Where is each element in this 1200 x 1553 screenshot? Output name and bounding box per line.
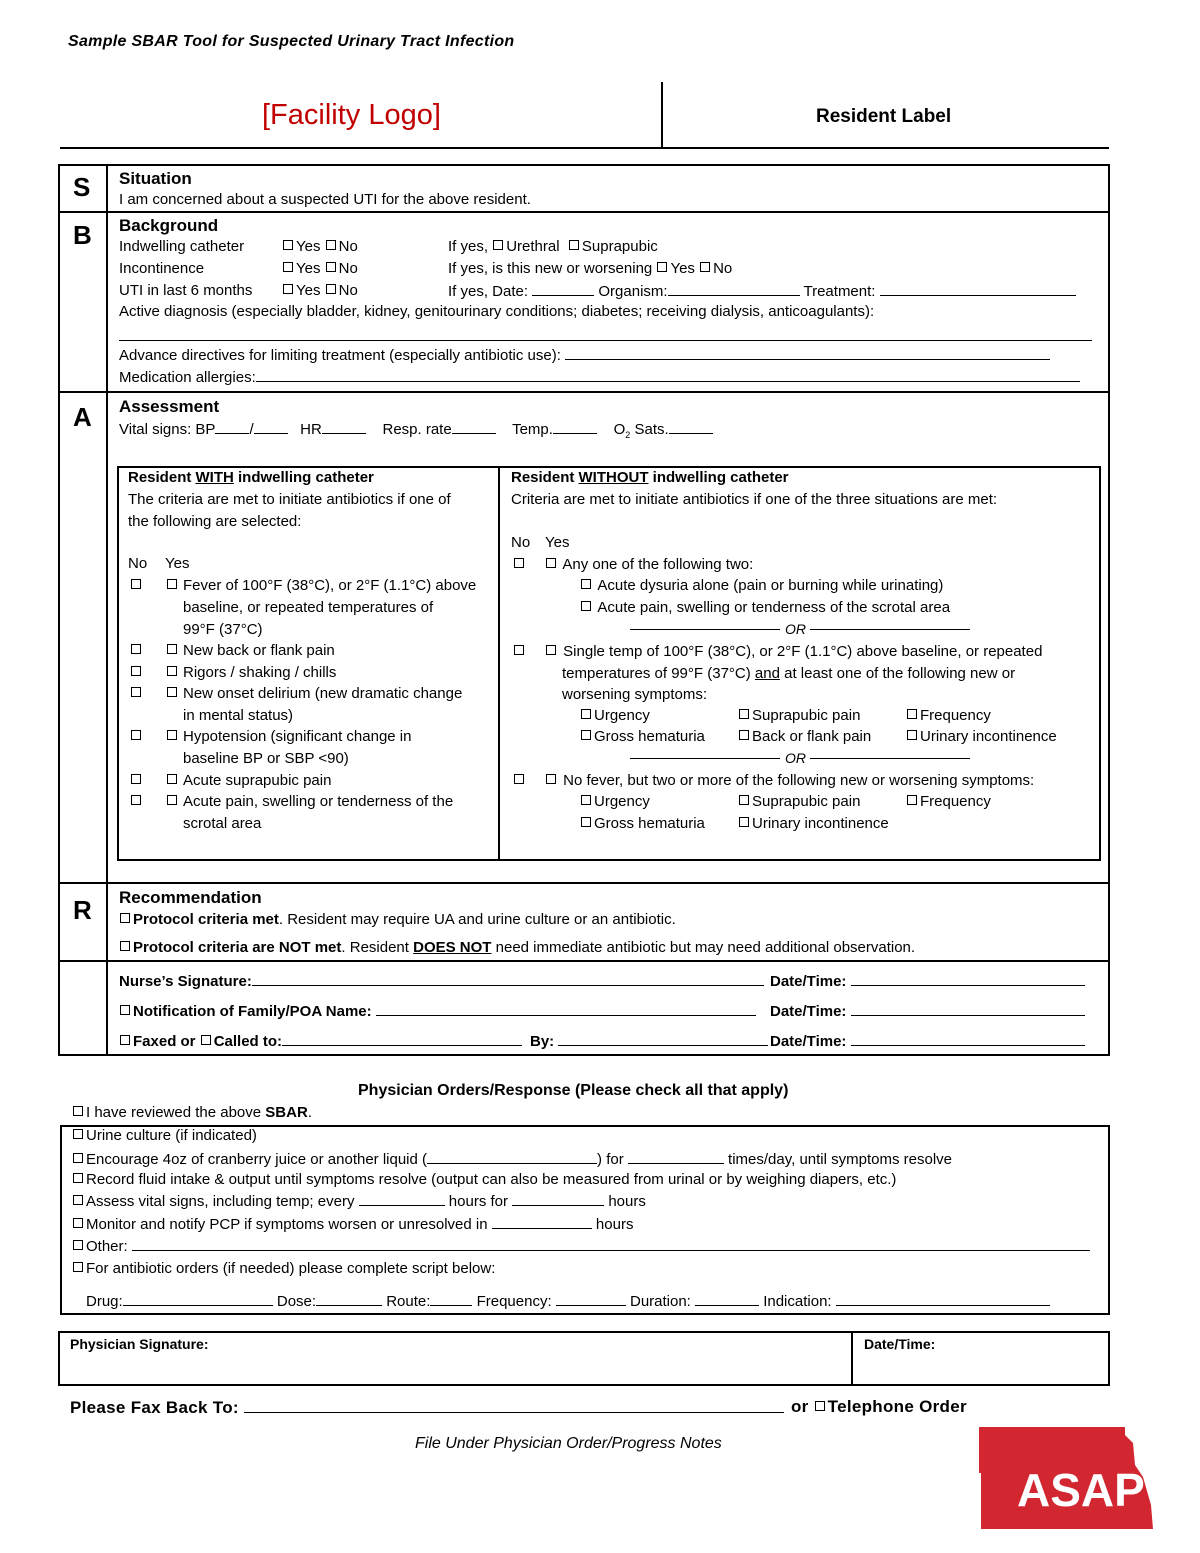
sit1-a[interactable]: Acute dysuria alone (pain or burning while urinating): [580, 577, 943, 594]
checkbox[interactable]: [581, 579, 591, 589]
section-divider-ar: [58, 882, 1110, 884]
notification-datetime[interactable]: Date/Time:: [770, 1002, 1085, 1020]
with-item-text: baseline, or repeated temperatures of: [183, 599, 434, 616]
asap-logo-text: ASAP: [1017, 1464, 1145, 1516]
section-divider-r-sig: [58, 960, 1110, 962]
or-rule-left: [630, 758, 780, 759]
fax-back[interactable]: Please Fax Back To:: [70, 1397, 784, 1418]
checkbox[interactable]: [581, 817, 591, 827]
with-item-text: Fever of 100°F (38°C), or 2°F (1.1°C) above: [183, 577, 477, 594]
physician-signature[interactable]: Physician Signature:: [70, 1336, 209, 1352]
checkbox[interactable]: [131, 774, 141, 784]
incontinence-yes-no[interactable]: Yes No: [282, 260, 358, 277]
physician-signature-box: [58, 1331, 1110, 1386]
checkbox[interactable]: [73, 1153, 83, 1163]
with-item-no-checkbox[interactable]: [130, 642, 144, 659]
or-separator-2: OR: [785, 750, 806, 766]
incontinence-new[interactable]: If yes, is this new or worsening Yes No: [448, 260, 733, 277]
checkbox[interactable]: [581, 730, 591, 740]
checkbox[interactable]: [131, 579, 141, 589]
antibiotic-script[interactable]: Drug: Dose: Route: Frequency: Duration: Indication:: [86, 1292, 1050, 1310]
faxed-by[interactable]: By:: [530, 1032, 768, 1050]
with-item-yes-checkbox[interactable]: [166, 772, 180, 789]
checkbox[interactable]: [167, 774, 177, 784]
checkbox[interactable]: [326, 262, 336, 272]
order-antibiotic[interactable]: For antibiotic orders (if needed) please complete script below:: [72, 1260, 495, 1277]
without-col-yes: Yes: [545, 534, 570, 551]
with-item-no-checkbox[interactable]: [130, 728, 144, 745]
order-other[interactable]: Other:: [72, 1237, 1090, 1255]
faxed-called[interactable]: Faxed or Called to:: [119, 1032, 522, 1050]
reviewed-sbar[interactable]: I have reviewed the above SBAR.: [72, 1104, 312, 1121]
catheter-label: Indwelling catheter: [119, 238, 245, 255]
with-item-no-checkbox[interactable]: [130, 772, 144, 789]
or-rule-right: [810, 758, 970, 759]
telephone-order[interactable]: or Telephone Order: [791, 1397, 967, 1416]
checkbox[interactable]: [283, 284, 293, 294]
physician-orders-title: Physician Orders/Response (Please check all that apply): [358, 1082, 789, 1099]
sit2-no[interactable]: [513, 643, 527, 660]
with-item-text: in mental status): [183, 707, 294, 724]
sym3-frequency[interactable]: Frequency: [906, 793, 991, 810]
criteria-divider: [498, 466, 500, 861]
checkbox[interactable]: [167, 795, 177, 805]
header-divider: [661, 82, 663, 148]
sit1-b[interactable]: Acute pain, swelling or tenderness of the scrotal area: [580, 599, 950, 616]
sit1-no[interactable]: [513, 556, 527, 573]
sym3-gross-hematuria[interactable]: Gross hematuria: [580, 815, 705, 832]
checkbox[interactable]: [120, 1005, 130, 1015]
checkbox[interactable]: [739, 795, 749, 805]
without-col-no: No: [511, 534, 531, 551]
sit1[interactable]: Any one of the following two:: [545, 556, 753, 573]
header-rule: [60, 147, 1109, 149]
faxed-datetime[interactable]: Date/Time:: [770, 1032, 1085, 1050]
advance-directives[interactable]: Advance directives for limiting treatment (especially antibiotic use):: [119, 346, 1050, 364]
with-item-yes-checkbox[interactable]: [166, 577, 180, 594]
checkbox[interactable]: [581, 601, 591, 611]
checkbox[interactable]: [73, 1218, 83, 1228]
catheter-type[interactable]: If yes, Urethral Suprapubic: [448, 238, 658, 255]
checkbox[interactable]: [514, 645, 524, 655]
checkbox[interactable]: [546, 558, 556, 568]
resident-label: Resident Label: [816, 106, 952, 127]
checkbox[interactable]: [907, 730, 917, 740]
checkbox[interactable]: [73, 1129, 83, 1139]
checkbox[interactable]: [739, 709, 749, 719]
checkbox[interactable]: [326, 240, 336, 250]
section-divider-ba: [58, 391, 1110, 393]
checkbox[interactable]: [73, 1106, 83, 1116]
checkbox[interactable]: [739, 730, 749, 740]
checkbox[interactable]: [120, 913, 130, 923]
checkbox[interactable]: [514, 558, 524, 568]
with-item-text: Acute suprapubic pain: [183, 772, 332, 789]
order-monitor-notify[interactable]: Monitor and notify PCP if symptoms worsen or unresolved in hours: [72, 1215, 633, 1233]
checkbox[interactable]: [201, 1035, 211, 1045]
with-catheter-heading: Resident WITH indwelling catheter: [128, 469, 374, 486]
assessment-title: Assessment: [119, 397, 220, 416]
sym-urgency[interactable]: Urgency: [580, 707, 650, 724]
checkbox[interactable]: [546, 645, 556, 655]
with-col-no: No: [128, 555, 148, 572]
checkbox[interactable]: [657, 262, 667, 272]
checkbox[interactable]: [167, 730, 177, 740]
with-item-no-checkbox[interactable]: [130, 664, 144, 681]
checkbox[interactable]: [120, 1035, 130, 1045]
active-diagnosis: Active diagnosis (especially bladder, kidney, genitourinary conditions; diabetes; receiving dialysis, anticoagulants):: [119, 303, 875, 320]
sym3-urinary-incontinence[interactable]: Urinary incontinence: [738, 815, 889, 832]
checkbox[interactable]: [581, 795, 591, 805]
or-rule-right: [810, 629, 970, 630]
checkbox[interactable]: [739, 817, 749, 827]
uti-details[interactable]: If yes, Date: Organism: Treatment:: [448, 282, 1076, 300]
with-item-text: baseline BP or SBP <90): [183, 750, 349, 767]
letter-a: A: [73, 402, 92, 432]
with-item-yes-checkbox[interactable]: [166, 685, 180, 702]
checkbox[interactable]: [167, 579, 177, 589]
vital-signs[interactable]: Vital signs: BP / HR Resp. rate Temp. $O_2$ Sats.: [119, 420, 713, 440]
or-rule-left: [630, 629, 780, 630]
facility-logo-placeholder: [Facility Logo]: [262, 99, 441, 131]
checkbox[interactable]: [120, 941, 130, 951]
sym3-urgency[interactable]: Urgency: [580, 793, 650, 810]
sit2-line-2: temperatures of 99°F (37°C) and at least one of the following new or: [562, 665, 1016, 682]
checkbox[interactable]: [73, 1173, 83, 1183]
order-urine-culture[interactable]: Urine culture (if indicated): [72, 1127, 257, 1144]
checkbox[interactable]: [73, 1195, 83, 1205]
or-separator-1: OR: [785, 621, 806, 637]
with-item-yes-checkbox[interactable]: [166, 728, 180, 745]
physician-datetime[interactable]: Date/Time:: [864, 1336, 936, 1352]
checkbox[interactable]: [326, 284, 336, 294]
recommendation-option-met[interactable]: Protocol criteria met. Resident may require UA and urine culture or an antibiotic.: [119, 911, 676, 928]
checkbox[interactable]: [131, 795, 141, 805]
nurse-datetime[interactable]: Date/Time:: [770, 972, 1085, 990]
letter-r: R: [73, 895, 92, 925]
checkbox[interactable]: [131, 730, 141, 740]
without-intro: Criteria are met to initiate antibiotics if one of the three situations are met:: [511, 491, 998, 508]
sit3[interactable]: No fever, but two or more of the following new or worsening symptoms:: [545, 772, 1034, 789]
with-col-yes: Yes: [165, 555, 190, 572]
checkbox[interactable]: [131, 687, 141, 697]
checkbox[interactable]: [581, 709, 591, 719]
with-intro-2: the following are selected:: [128, 513, 302, 530]
order-fluid-intake[interactable]: Record fluid intake & output until symptoms resolve (output can also be measured from urinal or by weighing diapers, etc.): [72, 1171, 896, 1188]
letter-b: B: [73, 220, 92, 250]
checkbox[interactable]: [569, 240, 579, 250]
checkbox[interactable]: [283, 240, 293, 250]
sym-urinary-incontinence[interactable]: Urinary incontinence: [906, 728, 1057, 745]
file-under: File Under Physician Order/Progress Notes: [415, 1435, 722, 1452]
with-item-no-checkbox[interactable]: [130, 577, 144, 594]
with-item-no-checkbox[interactable]: [130, 685, 144, 702]
with-item-text: 99°F (37°C): [183, 621, 263, 638]
checkbox[interactable]: [700, 262, 710, 272]
sym3-suprapubic[interactable]: Suprapubic pain: [738, 793, 860, 810]
notification-family[interactable]: Notification of Family/POA Name:: [119, 1002, 756, 1020]
with-item-yes-checkbox[interactable]: [166, 664, 180, 681]
checkbox[interactable]: [907, 709, 917, 719]
checkbox[interactable]: [167, 644, 177, 654]
uti-yes-no[interactable]: Yes No: [282, 282, 358, 299]
physician-signature-divider: [851, 1331, 853, 1386]
sym-back-flank[interactable]: Back or flank pain: [738, 728, 871, 745]
with-item-no-checkbox[interactable]: [130, 793, 144, 810]
letter-s: S: [73, 172, 91, 202]
background-title: Background: [119, 216, 219, 235]
checkbox[interactable]: [167, 687, 177, 697]
incontinence-label: Incontinence: [119, 260, 205, 277]
sit3-no[interactable]: [513, 772, 527, 789]
active-diagnosis-line[interactable]: [119, 340, 1092, 341]
checkbox[interactable]: [73, 1240, 83, 1250]
recommendation-option-not-met[interactable]: Protocol criteria are NOT met. Resident DOES NOT need immediate antibiotic but may need additional observation.: [119, 939, 915, 956]
checkbox[interactable]: [131, 666, 141, 676]
with-intro-1: The criteria are met to initiate antibiotics if one of: [128, 491, 451, 508]
checkbox[interactable]: [131, 644, 141, 654]
section-divider-sb: [58, 211, 1110, 213]
checkbox[interactable]: [73, 1262, 83, 1272]
checkbox[interactable]: [167, 666, 177, 676]
with-item-yes-checkbox[interactable]: [166, 793, 180, 810]
with-item-text: Acute pain, swelling or tenderness of the: [183, 793, 454, 810]
medication-allergies[interactable]: Medication allergies:: [119, 368, 1080, 386]
recommendation-title: Recommendation: [119, 888, 262, 907]
with-item-text: New onset delirium (new dramatic change: [183, 685, 463, 702]
sit2-line-3: worsening symptoms:: [562, 686, 708, 703]
with-item-text: scrotal area: [183, 815, 262, 832]
sym-gross-hematuria[interactable]: Gross hematuria: [580, 728, 705, 745]
asap-logo: [975, 1425, 1160, 1535]
checkbox[interactable]: [493, 240, 503, 250]
situation-title: Situation: [119, 169, 192, 188]
letter-column-divider: [106, 164, 108, 1056]
sym-suprapubic[interactable]: Suprapubic pain: [738, 707, 860, 724]
order-assess-vitals[interactable]: Assess vital signs, including temp; every hours for hours: [72, 1192, 646, 1210]
document-title: Sample SBAR Tool for Suspected Urinary Tract Infection: [68, 33, 515, 50]
with-item-yes-checkbox[interactable]: [166, 642, 180, 659]
catheter-yes-no[interactable]: Yes No: [282, 238, 358, 255]
order-cranberry[interactable]: Encourage 4oz of cranberry juice or another liquid ( ) for times/day, until symptoms resolve: [72, 1150, 952, 1168]
checkbox[interactable]: [283, 262, 293, 272]
checkbox[interactable]: [815, 1401, 825, 1411]
uti-history-label: UTI in last 6 months: [119, 282, 253, 299]
checkbox[interactable]: [907, 795, 917, 805]
with-item-text: New back or flank pain: [183, 642, 335, 659]
situation-text: I am concerned about a suspected UTI for the above resident.: [119, 191, 531, 208]
with-item-text: Hypotension (significant change in: [183, 728, 412, 745]
checkbox[interactable]: [514, 774, 524, 784]
with-item-text: Rigors / shaking / chills: [183, 664, 337, 681]
sit2-line-1[interactable]: Single temp of 100°F (38°C), or 2°F (1.1°C) above baseline, or repeated: [545, 643, 1042, 660]
without-catheter-heading: Resident WITHOUT indwelling catheter: [511, 469, 789, 486]
sym-frequency[interactable]: Frequency: [906, 707, 991, 724]
nurse-signature[interactable]: Nurse’s Signature:: [119, 972, 764, 990]
checkbox[interactable]: [546, 774, 556, 784]
